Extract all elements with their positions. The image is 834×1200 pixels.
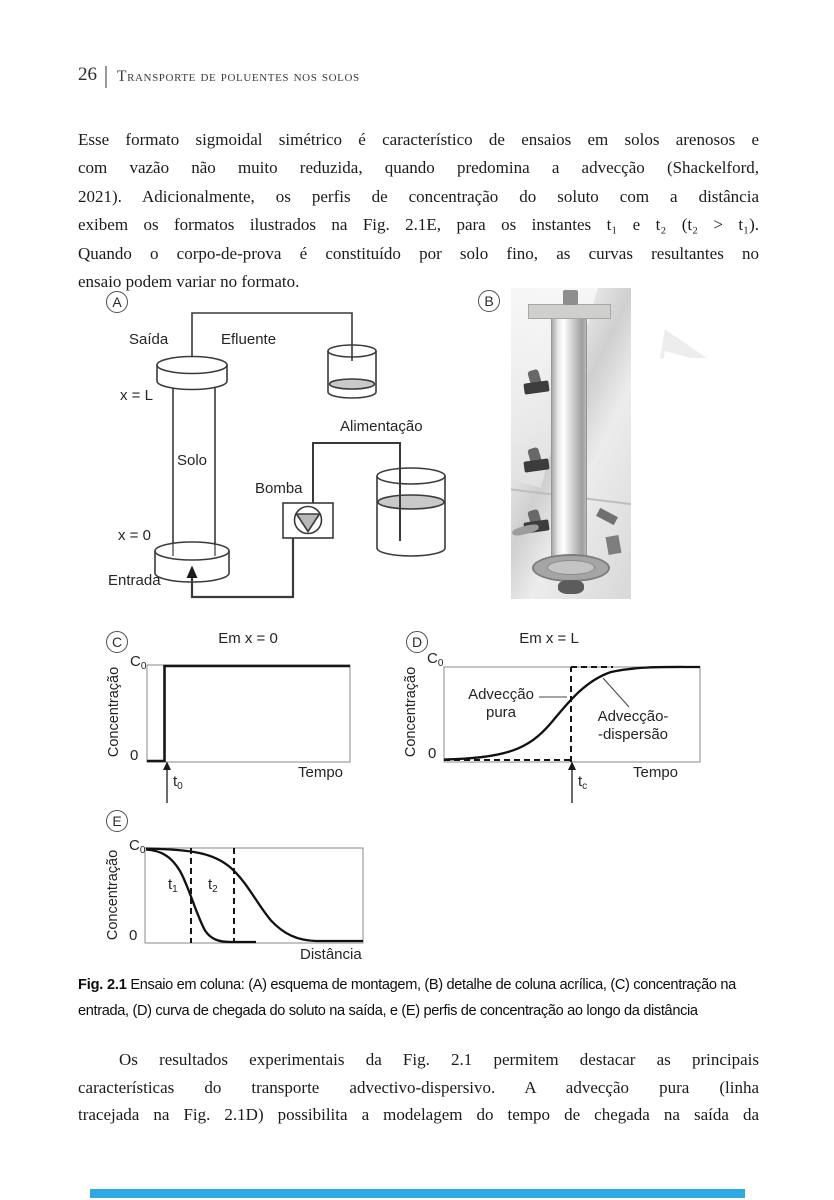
photo-clutter xyxy=(596,508,618,525)
label-x-equals-L: x = L xyxy=(120,387,153,404)
panel-e-zero-tick: 0 xyxy=(129,927,138,944)
c0-sub: 0 xyxy=(140,661,147,672)
c0-base: C xyxy=(427,650,438,667)
annotation-line: Advecção xyxy=(468,686,534,703)
paragraph-line: 2021). Adicionalmente, os perfis de concentração do soluto com a distância xyxy=(78,186,759,206)
label-efluente: Efluente xyxy=(221,331,277,348)
panel-e-c0-tick xyxy=(129,837,145,856)
bottom-cap-lid xyxy=(155,542,229,560)
panel-e-badge: E xyxy=(106,810,128,832)
t0-base: t xyxy=(173,773,178,790)
t1-base: t xyxy=(168,876,173,893)
tc-base: t xyxy=(578,773,583,790)
panel-c-ylabel: Concentração xyxy=(106,666,122,758)
photo-clutter xyxy=(511,523,539,537)
annotation-adveccao-pura xyxy=(446,686,556,722)
panel-d-c0-tick xyxy=(427,650,443,669)
figure-caption-label: Fig. 2.1 xyxy=(78,977,127,993)
panel-c-c0-tick xyxy=(130,653,146,672)
annotation-line: -dispersão xyxy=(597,726,669,743)
photo-valve xyxy=(523,458,549,472)
top-cap-lid xyxy=(157,357,227,374)
panel-e-t2-label xyxy=(208,876,218,895)
figure-caption-text: Ensaio em coluna: (A) esquema de montagem, (B) detalhe de coluna acrílica, (C) concentração na entrada, (D) curva de chegada do soluto na saída, e (E) perfis de concentração ao longo da distância xyxy=(78,977,736,1019)
paragraph-line: ensaio podem variar no formato. xyxy=(78,272,300,292)
c0-base: C xyxy=(130,653,141,670)
panel-c-zero-tick: 0 xyxy=(130,747,139,764)
panel-e-ylabel: Concentração xyxy=(105,849,121,941)
running-head-title: Transporte de poluentes nos solos xyxy=(117,68,360,85)
paragraph-2 xyxy=(78,1046,759,1129)
page-number: 26 xyxy=(78,64,97,85)
paragraph-line: Os resultados experimentais da Fig. 2.1 permitem destacar as principais xyxy=(119,1050,759,1069)
inlet-arrowhead xyxy=(187,566,198,579)
panel-d-tc-label xyxy=(578,773,587,792)
panel-b-badge: B xyxy=(478,290,500,312)
label-solo: Solo xyxy=(177,452,208,469)
photo-top-cap xyxy=(528,304,611,319)
c0-base: C xyxy=(129,837,140,854)
t2-sub: 2 xyxy=(212,884,218,895)
effluent-liquid xyxy=(330,379,375,389)
t0-sub: 0 xyxy=(177,781,183,792)
label-entrada: Entrada xyxy=(108,572,161,589)
panel-d-badge: D xyxy=(406,631,428,653)
photo-base-foot xyxy=(558,580,584,594)
label-alimentacao: Alimentação xyxy=(340,418,423,435)
bottom-accent-bar xyxy=(90,1189,745,1198)
panel-a-badge: A xyxy=(106,291,128,313)
c0-sub: 0 xyxy=(437,658,444,669)
photo-base-inner xyxy=(547,560,595,575)
paragraph-line: com vazão não muito reduzida, quando predomina a advecção (Shackelford, xyxy=(78,158,759,178)
panel-d-xlabel: Tempo xyxy=(633,764,679,781)
photo-top-fitting xyxy=(563,290,578,305)
annotation-adveccao-dispersao xyxy=(583,708,683,744)
paragraph-line: Esse formato sigmoidal simétrico é característico de ensaios em solos arenosos e xyxy=(78,130,759,149)
paragraph-1 xyxy=(78,126,759,296)
tc-arrowhead xyxy=(568,762,576,771)
panel-d-title: Em x = L xyxy=(519,630,579,647)
feed-liquid xyxy=(378,495,444,509)
paragraph-line: tracejada na Fig. 2.1D) possibilita a modelagem do tempo de chegada na saída da xyxy=(78,1105,759,1124)
acrylic-column-photo xyxy=(511,288,631,599)
feed-tank-rim xyxy=(377,468,445,484)
panel-e-t1-label xyxy=(168,876,178,895)
paragraph-line: características do transporte advectivo-dispersivo. A advecção pura (linha xyxy=(78,1077,759,1097)
plot-frame xyxy=(147,665,350,762)
panel-c-title: Em x = 0 xyxy=(218,630,278,647)
annotation-line: Advecção- xyxy=(597,708,669,725)
panel-d-ylabel: Concentração xyxy=(403,666,419,758)
panel-e-xlabel: Distância xyxy=(300,946,362,963)
feed-tank xyxy=(377,476,445,556)
figure-caption xyxy=(78,972,770,1024)
panel-c-xlabel: Tempo xyxy=(298,764,344,781)
t2-base: t xyxy=(208,876,213,893)
t1-sub: 1 xyxy=(172,884,178,895)
panel-c-t0-label xyxy=(173,773,183,792)
paragraph-line: Quando o corpo-de-prova é constituído por solo fino, as curvas resultantes no xyxy=(78,243,759,263)
t0-arrowhead xyxy=(163,762,171,771)
annotation-line: pura xyxy=(485,704,517,721)
panel-d-zero-tick: 0 xyxy=(428,745,437,762)
panel-c-badge: C xyxy=(106,631,128,653)
page-watermark-arrow-notch xyxy=(663,351,694,369)
paragraph-line: exibem os formatos ilustrados na Fig. 2.1E, para os instantes t₁ e t₂ (t₂ > t₁). xyxy=(78,215,759,235)
label-bomba: Bomba xyxy=(255,480,303,497)
photo-clutter xyxy=(606,535,622,555)
label-saida: Saída xyxy=(129,331,169,348)
tc-sub: c xyxy=(582,781,588,792)
header-divider xyxy=(105,66,107,88)
photo-acrylic-tube xyxy=(551,318,587,564)
c0-sub: 0 xyxy=(139,845,146,856)
label-x-equals-0: x = 0 xyxy=(118,527,151,544)
